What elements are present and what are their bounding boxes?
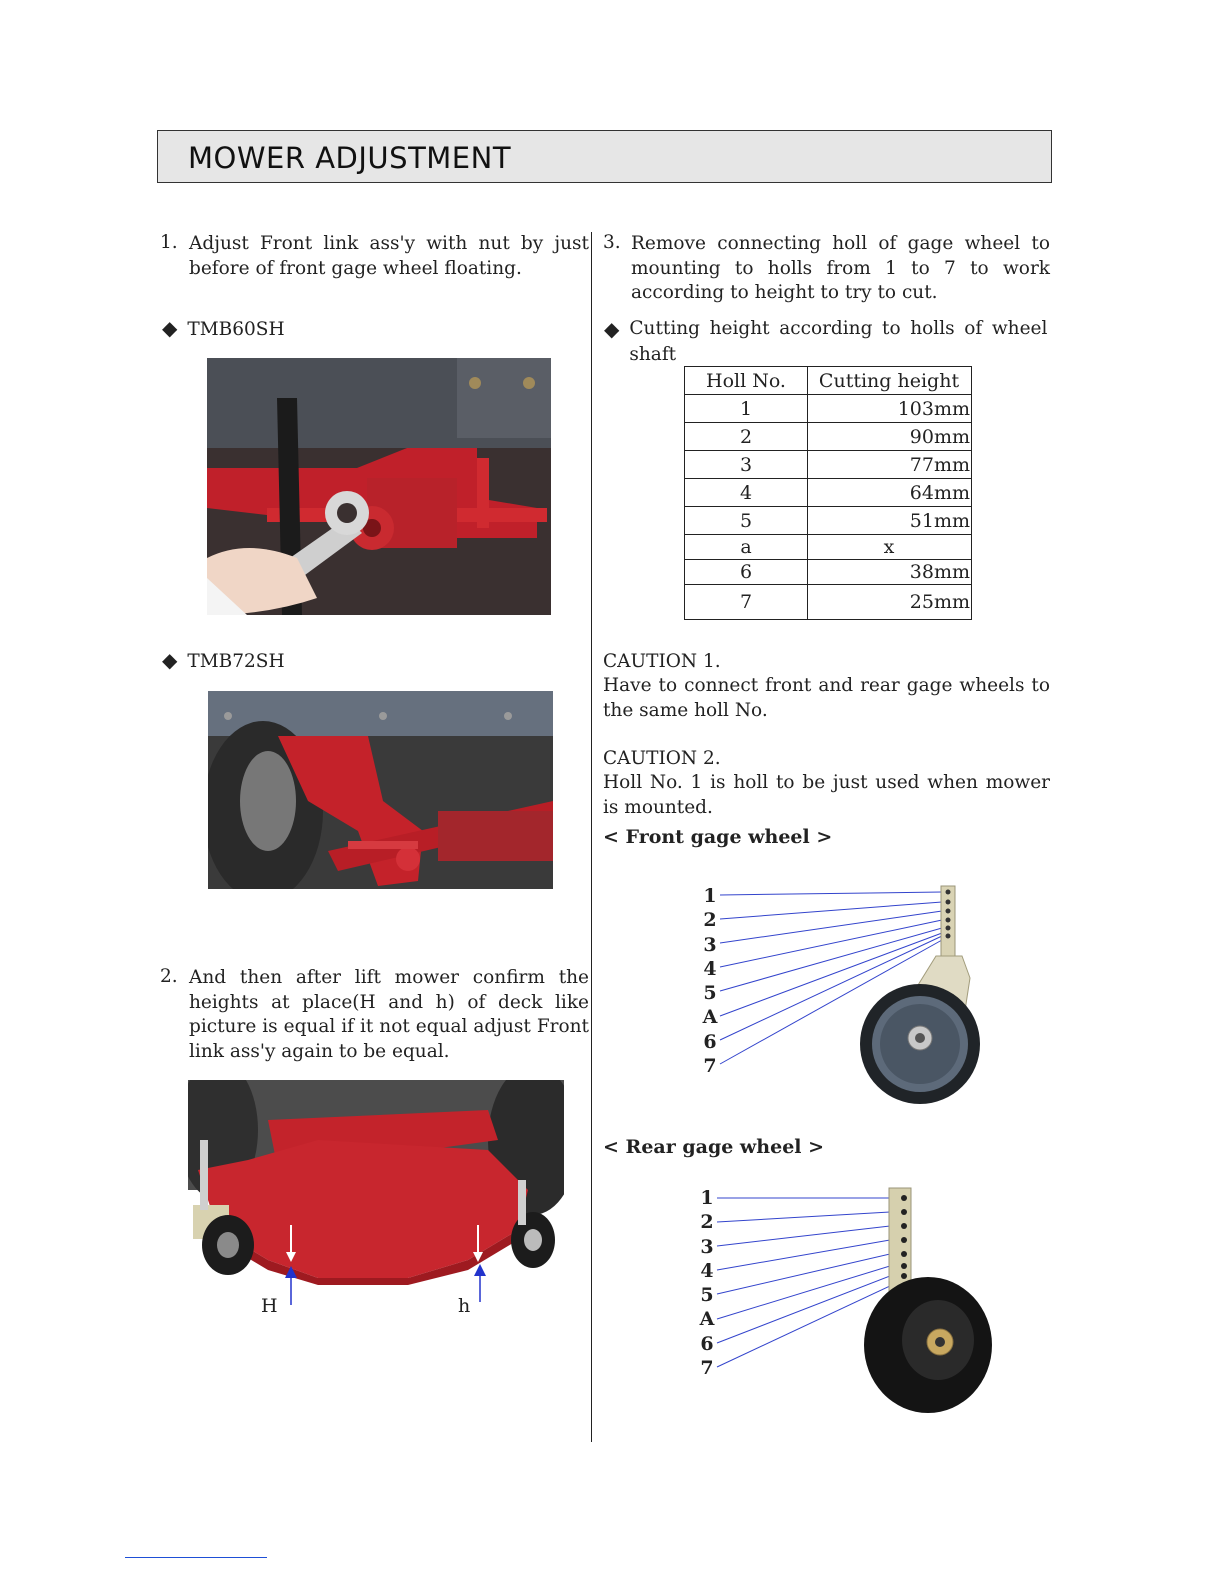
rear-wheel-caption: < Rear gage wheel >	[603, 1136, 825, 1158]
model2-label: TMB72SH	[187, 651, 285, 672]
table-header-cell: Cutting height	[808, 367, 972, 395]
table-row	[685, 507, 972, 535]
hole-label: 3	[700, 1235, 714, 1258]
hole-label: 2	[703, 909, 717, 932]
front-wheel-caption: < Front gage wheel >	[603, 826, 833, 848]
tmb60sh-photo	[207, 358, 551, 615]
caution2-title: CAUTION 2.	[603, 748, 721, 769]
tmb72sh-photo	[208, 691, 553, 889]
table-cell: 3	[685, 451, 808, 479]
table-heading	[604, 316, 1050, 368]
title-banner	[157, 130, 1052, 183]
table-cell: 4	[685, 479, 808, 507]
table-cell: 38mm	[808, 560, 972, 585]
diamond-bullet-icon: ◆	[162, 316, 178, 340]
table-header-row	[685, 367, 972, 395]
hole-label: 6	[703, 1030, 717, 1053]
table-row	[685, 395, 972, 423]
hole-label: 1	[700, 1187, 714, 1209]
table-cell: 6	[685, 560, 808, 585]
step1-text: Adjust Front link ass'y with nut by just before of front gage wheel floating.	[189, 233, 589, 279]
rear-wheel-diagram	[690, 1180, 1000, 1420]
table-row	[685, 451, 972, 479]
step2-text: And then after lift mower confirm the heights at place(H and h) of deck like picture is equal if it not equal adjust Front link ass'y again to be equal.	[189, 967, 589, 1062]
hole-label: 5	[703, 982, 717, 1005]
table-cell: x	[808, 535, 972, 560]
table-cell: 77mm	[808, 451, 972, 479]
hole-label: 6	[700, 1332, 714, 1355]
table-cell: 2	[685, 423, 808, 451]
cutting-height-table	[684, 366, 972, 620]
table-cell: 103mm	[808, 395, 972, 423]
caution1-text: Have to connect front and rear gage wheels to the same holl No.	[603, 675, 1050, 721]
table-row	[685, 479, 972, 507]
hole-label: 7	[700, 1357, 714, 1380]
hole-label: 4	[700, 1259, 714, 1282]
page-title: MOWER ADJUSTMENT	[188, 141, 512, 175]
model2-bullet	[162, 648, 285, 672]
hole-label: 3	[703, 933, 717, 956]
table-header-cell: Holl No.	[685, 367, 808, 395]
hole-label: A	[699, 1308, 715, 1331]
deck-label-H: H	[261, 1295, 278, 1317]
deck-photo	[188, 1080, 564, 1325]
table-cell: a	[685, 535, 808, 560]
table-cell: 90mm	[808, 423, 972, 451]
table-heading-text: Cutting height according to holls of wheel shaft	[629, 318, 1048, 365]
table-cell: 7	[685, 585, 808, 620]
step2-number: 2.	[160, 966, 178, 987]
table-cell: 25mm	[808, 585, 972, 620]
diamond-bullet-icon: ◆	[604, 317, 620, 341]
hole-label: A	[702, 1006, 718, 1029]
caution1-title: CAUTION 1.	[603, 651, 721, 672]
table-row	[685, 535, 972, 560]
table-cell: 5	[685, 507, 808, 535]
hole-label: 2	[700, 1211, 714, 1234]
step3-number: 3.	[603, 232, 621, 253]
footer-rule	[125, 1557, 267, 1558]
table-cell: 51mm	[808, 507, 972, 535]
step1-number: 1.	[160, 232, 178, 253]
table-row	[685, 560, 972, 585]
table-cell: 64mm	[808, 479, 972, 507]
caution2-text: Holl No. 1 is holl to be just used when mower is mounted.	[603, 772, 1050, 818]
table-row	[685, 423, 972, 451]
hole-label: 7	[703, 1055, 717, 1078]
hole-label: 1	[703, 885, 717, 907]
model1-label: TMB60SH	[187, 319, 285, 340]
diamond-bullet-icon: ◆	[162, 648, 178, 672]
deck-label-h: h	[458, 1295, 471, 1317]
table-cell: 1	[685, 395, 808, 423]
step3-text: Remove connecting holl of gage wheel to mounting to holls from 1 to 7 to work according to height to try to cut.	[631, 233, 1050, 303]
front-wheel-diagram	[690, 878, 1000, 1118]
model1-bullet	[162, 316, 285, 340]
table-row	[685, 585, 972, 620]
hole-label: 4	[703, 957, 717, 980]
hole-label: 5	[700, 1284, 714, 1307]
column-divider	[591, 232, 592, 1442]
